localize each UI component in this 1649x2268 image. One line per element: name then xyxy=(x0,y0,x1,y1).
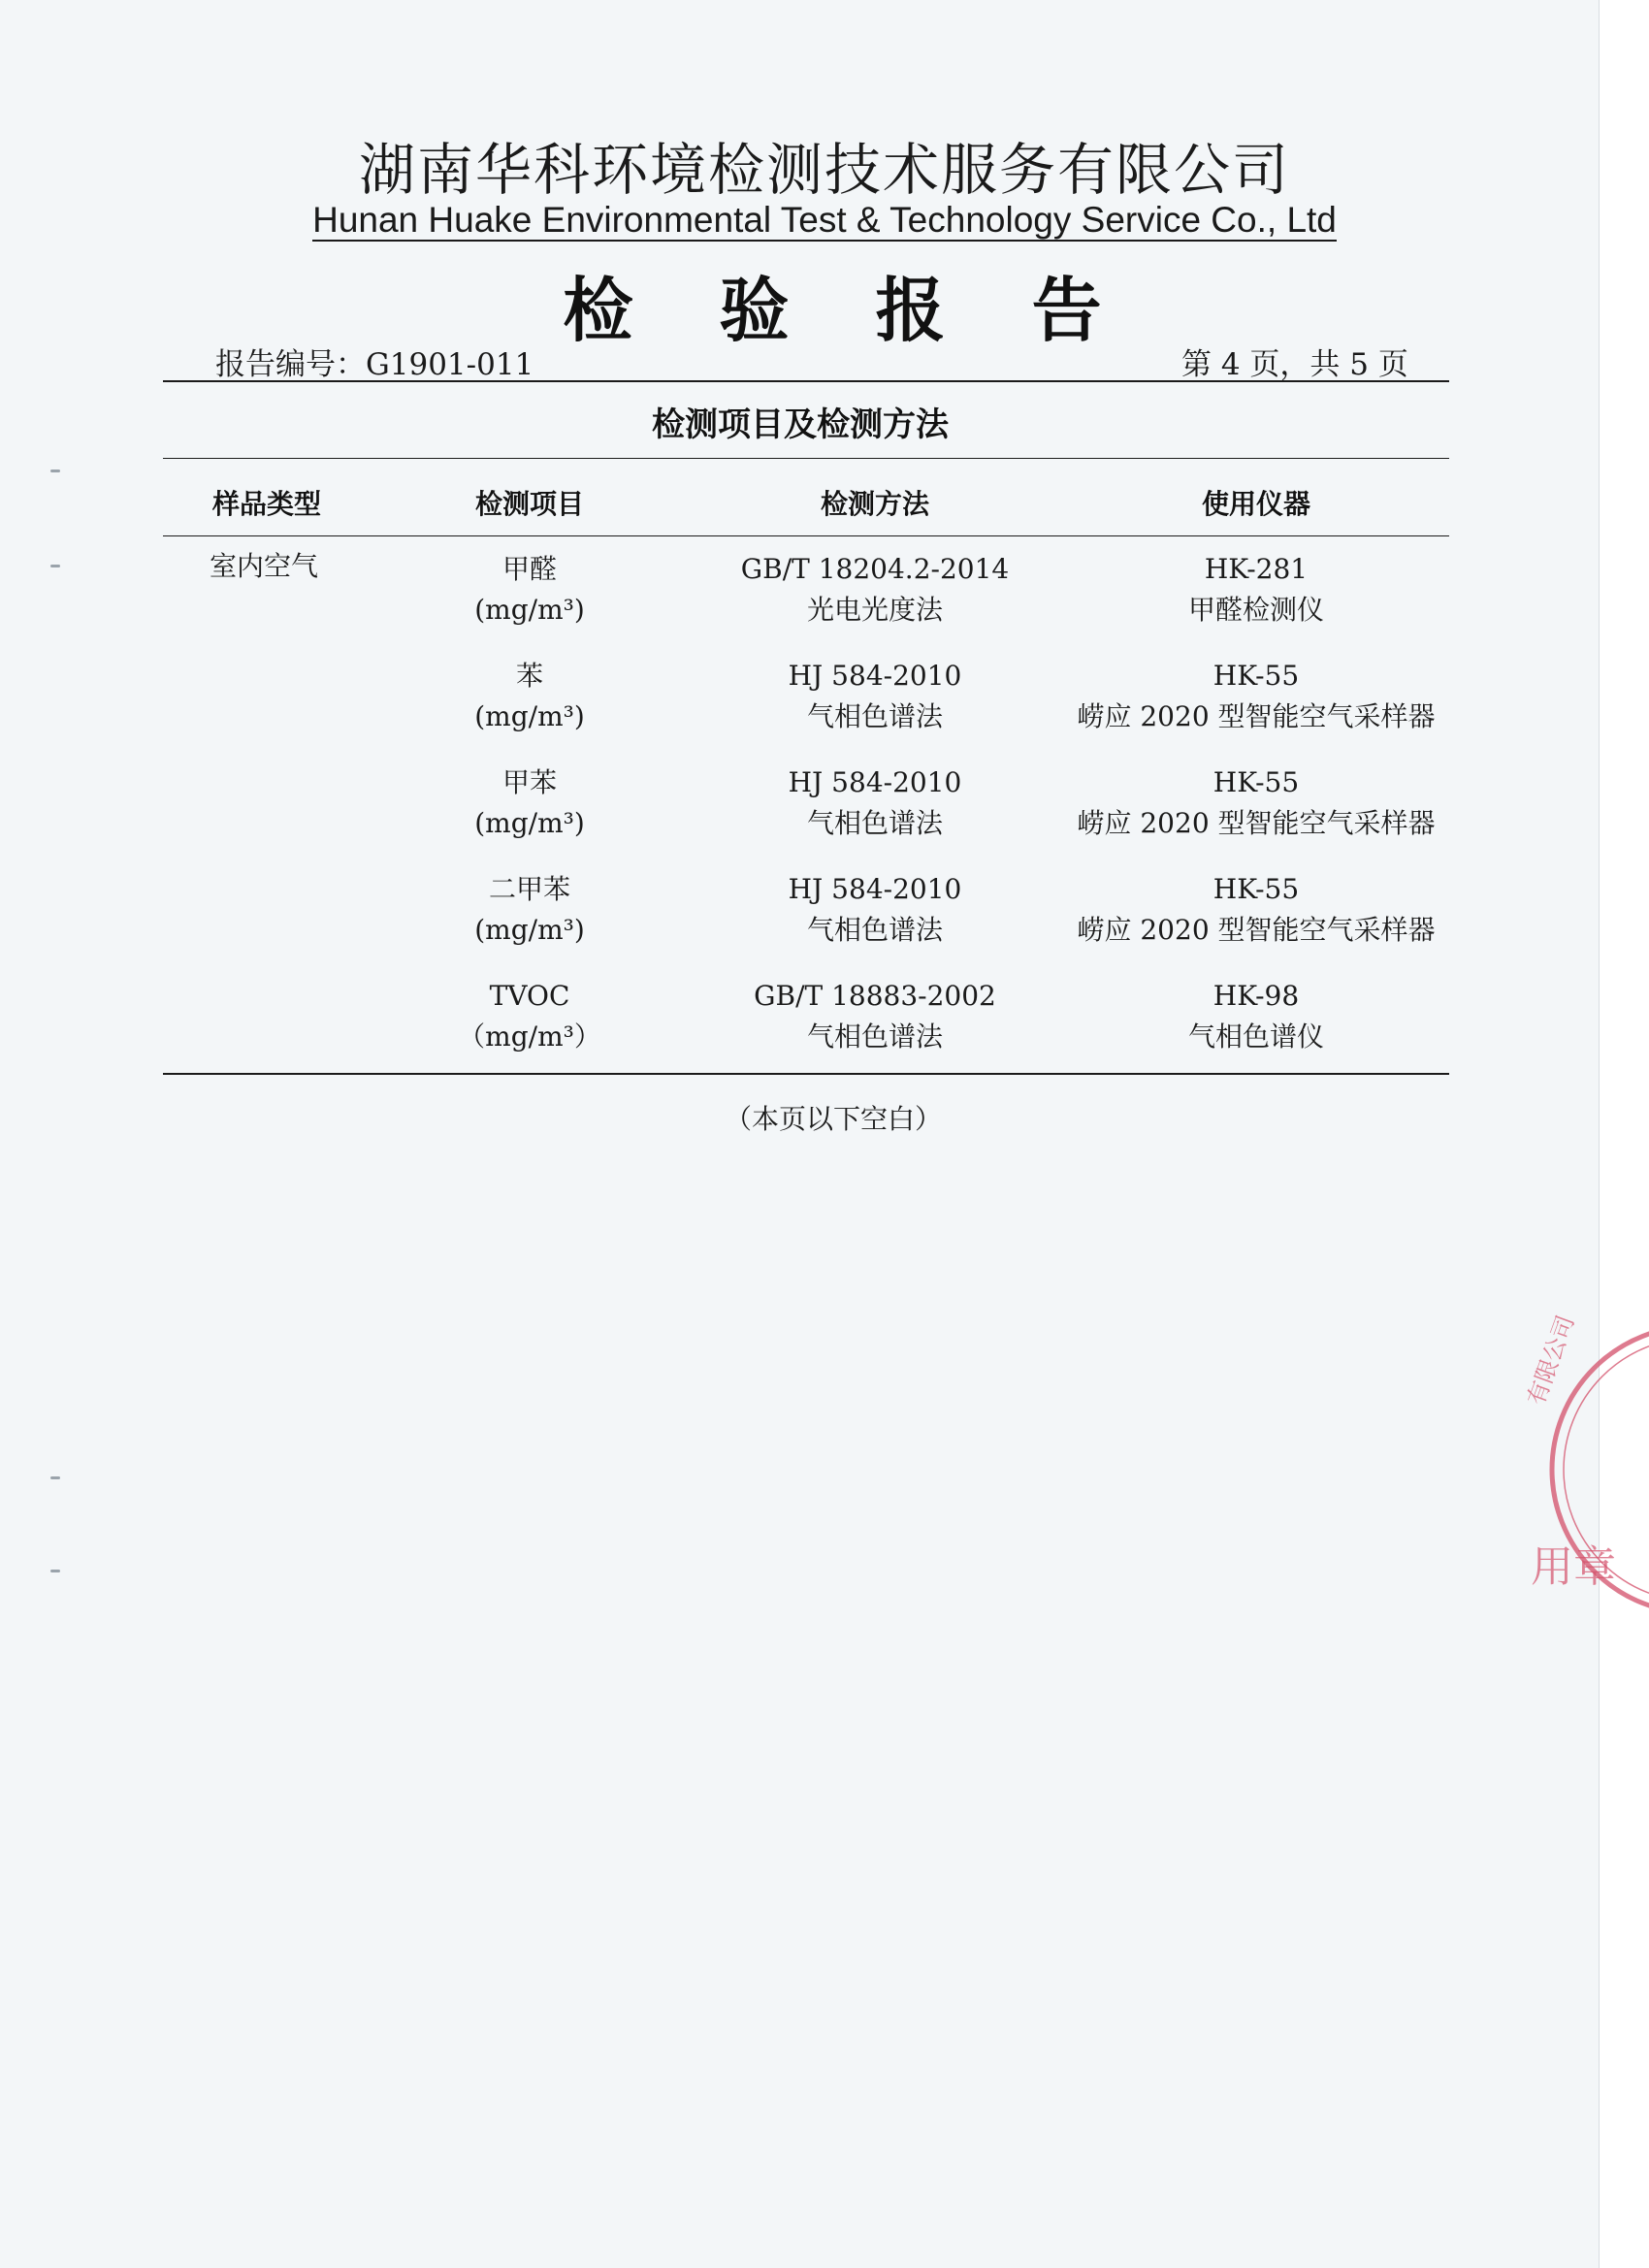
official-seal-stamp xyxy=(1492,1310,1649,1630)
method-standard: HJ 584-2010 xyxy=(788,766,962,798)
item-name: 甲苯 xyxy=(501,766,557,798)
punch-mark xyxy=(50,470,60,472)
header-rule xyxy=(163,380,1449,382)
method-desc: 光电光度法 xyxy=(806,594,943,626)
report-number: 报告编号：G1901-011 xyxy=(215,347,534,382)
item-name: 甲醛 xyxy=(501,553,557,585)
instrument-id: HK-55 xyxy=(1212,660,1300,692)
method-desc: 气相色谱法 xyxy=(806,700,943,732)
table-header-rule xyxy=(163,535,1449,536)
blank-page-note: （本页以下空白） xyxy=(724,1103,942,1135)
item-unit: （mg/m³） xyxy=(458,1021,601,1053)
method-desc: 气相色谱法 xyxy=(806,1021,943,1053)
instrument-id: HK-55 xyxy=(1212,873,1300,905)
item-unit: (mg/m³) xyxy=(474,594,585,626)
punch-mark xyxy=(50,1476,60,1479)
table-row-item xyxy=(433,869,627,951)
svg-text:用章: 用章 xyxy=(1531,1542,1616,1592)
instrument-id: HK-55 xyxy=(1212,766,1300,798)
instrument-id: HK-98 xyxy=(1212,980,1300,1012)
company-name-en xyxy=(0,200,1649,241)
table-row-item xyxy=(433,762,627,844)
method-standard: GB/T 18204.2-2014 xyxy=(740,553,1010,585)
company-name-cn: 湖南华科环境检测技术服务有限公司 xyxy=(358,137,1290,203)
item-name: 二甲苯 xyxy=(488,873,570,905)
header-test-item: 检测项目 xyxy=(474,488,584,520)
table-row-instrument xyxy=(1062,656,1450,737)
header-instrument: 使用仪器 xyxy=(1201,488,1310,520)
table-top-rule xyxy=(163,458,1449,459)
item-unit: (mg/m³) xyxy=(474,700,585,732)
instrument-desc: 气相色谱仪 xyxy=(1187,1021,1324,1053)
sample-type-value: 室内空气 xyxy=(210,550,319,582)
table-row-method xyxy=(729,549,1020,631)
table-row-method xyxy=(729,869,1020,951)
table-row-method xyxy=(729,762,1020,844)
section-title: 检测项目及检测方法 xyxy=(652,405,949,444)
item-name: 苯 xyxy=(515,660,543,692)
punch-mark xyxy=(50,565,60,567)
method-desc: 气相色谱法 xyxy=(806,914,943,946)
item-unit: (mg/m³) xyxy=(474,914,585,946)
instrument-desc: 崂应 2020 型智能空气采样器 xyxy=(1077,807,1436,839)
punch-mark xyxy=(50,1570,60,1572)
table-row-instrument xyxy=(1062,976,1450,1057)
instrument-desc: 崂应 2020 型智能空气采样器 xyxy=(1077,914,1436,946)
method-standard: HJ 584-2010 xyxy=(788,873,962,905)
company-name-en-text: Hunan Huake Environmental Test & Technology Service Co., Ltd xyxy=(312,200,1337,240)
table-row-method xyxy=(729,976,1020,1057)
page-number: 第 4 页，共 5 页 xyxy=(1181,347,1408,382)
method-standard: HJ 584-2010 xyxy=(788,660,962,692)
method-standard: GB/T 18883-2002 xyxy=(754,980,996,1012)
instrument-desc: 甲醛检测仪 xyxy=(1187,594,1324,626)
table-row-instrument xyxy=(1062,869,1450,951)
method-desc: 气相色谱法 xyxy=(806,807,943,839)
table-row-method xyxy=(729,656,1020,737)
instrument-desc: 崂应 2020 型智能空气采样器 xyxy=(1077,700,1436,732)
table-row-item xyxy=(433,549,627,631)
table-row-instrument xyxy=(1062,762,1450,844)
table-bottom-rule xyxy=(163,1073,1449,1075)
header-test-method: 检测方法 xyxy=(820,488,929,520)
instrument-id: HK-281 xyxy=(1204,553,1309,585)
table-row-item xyxy=(433,976,627,1057)
report-title: 检 验 报 告 xyxy=(563,270,1133,351)
item-unit: (mg/m³) xyxy=(474,807,585,839)
svg-text:有限公司: 有限公司 xyxy=(1522,1312,1580,1409)
item-name: TVOC xyxy=(489,980,570,1012)
header-sample-type: 样品类型 xyxy=(211,488,321,520)
table-row-instrument xyxy=(1062,549,1450,631)
table-row-item xyxy=(433,656,627,737)
